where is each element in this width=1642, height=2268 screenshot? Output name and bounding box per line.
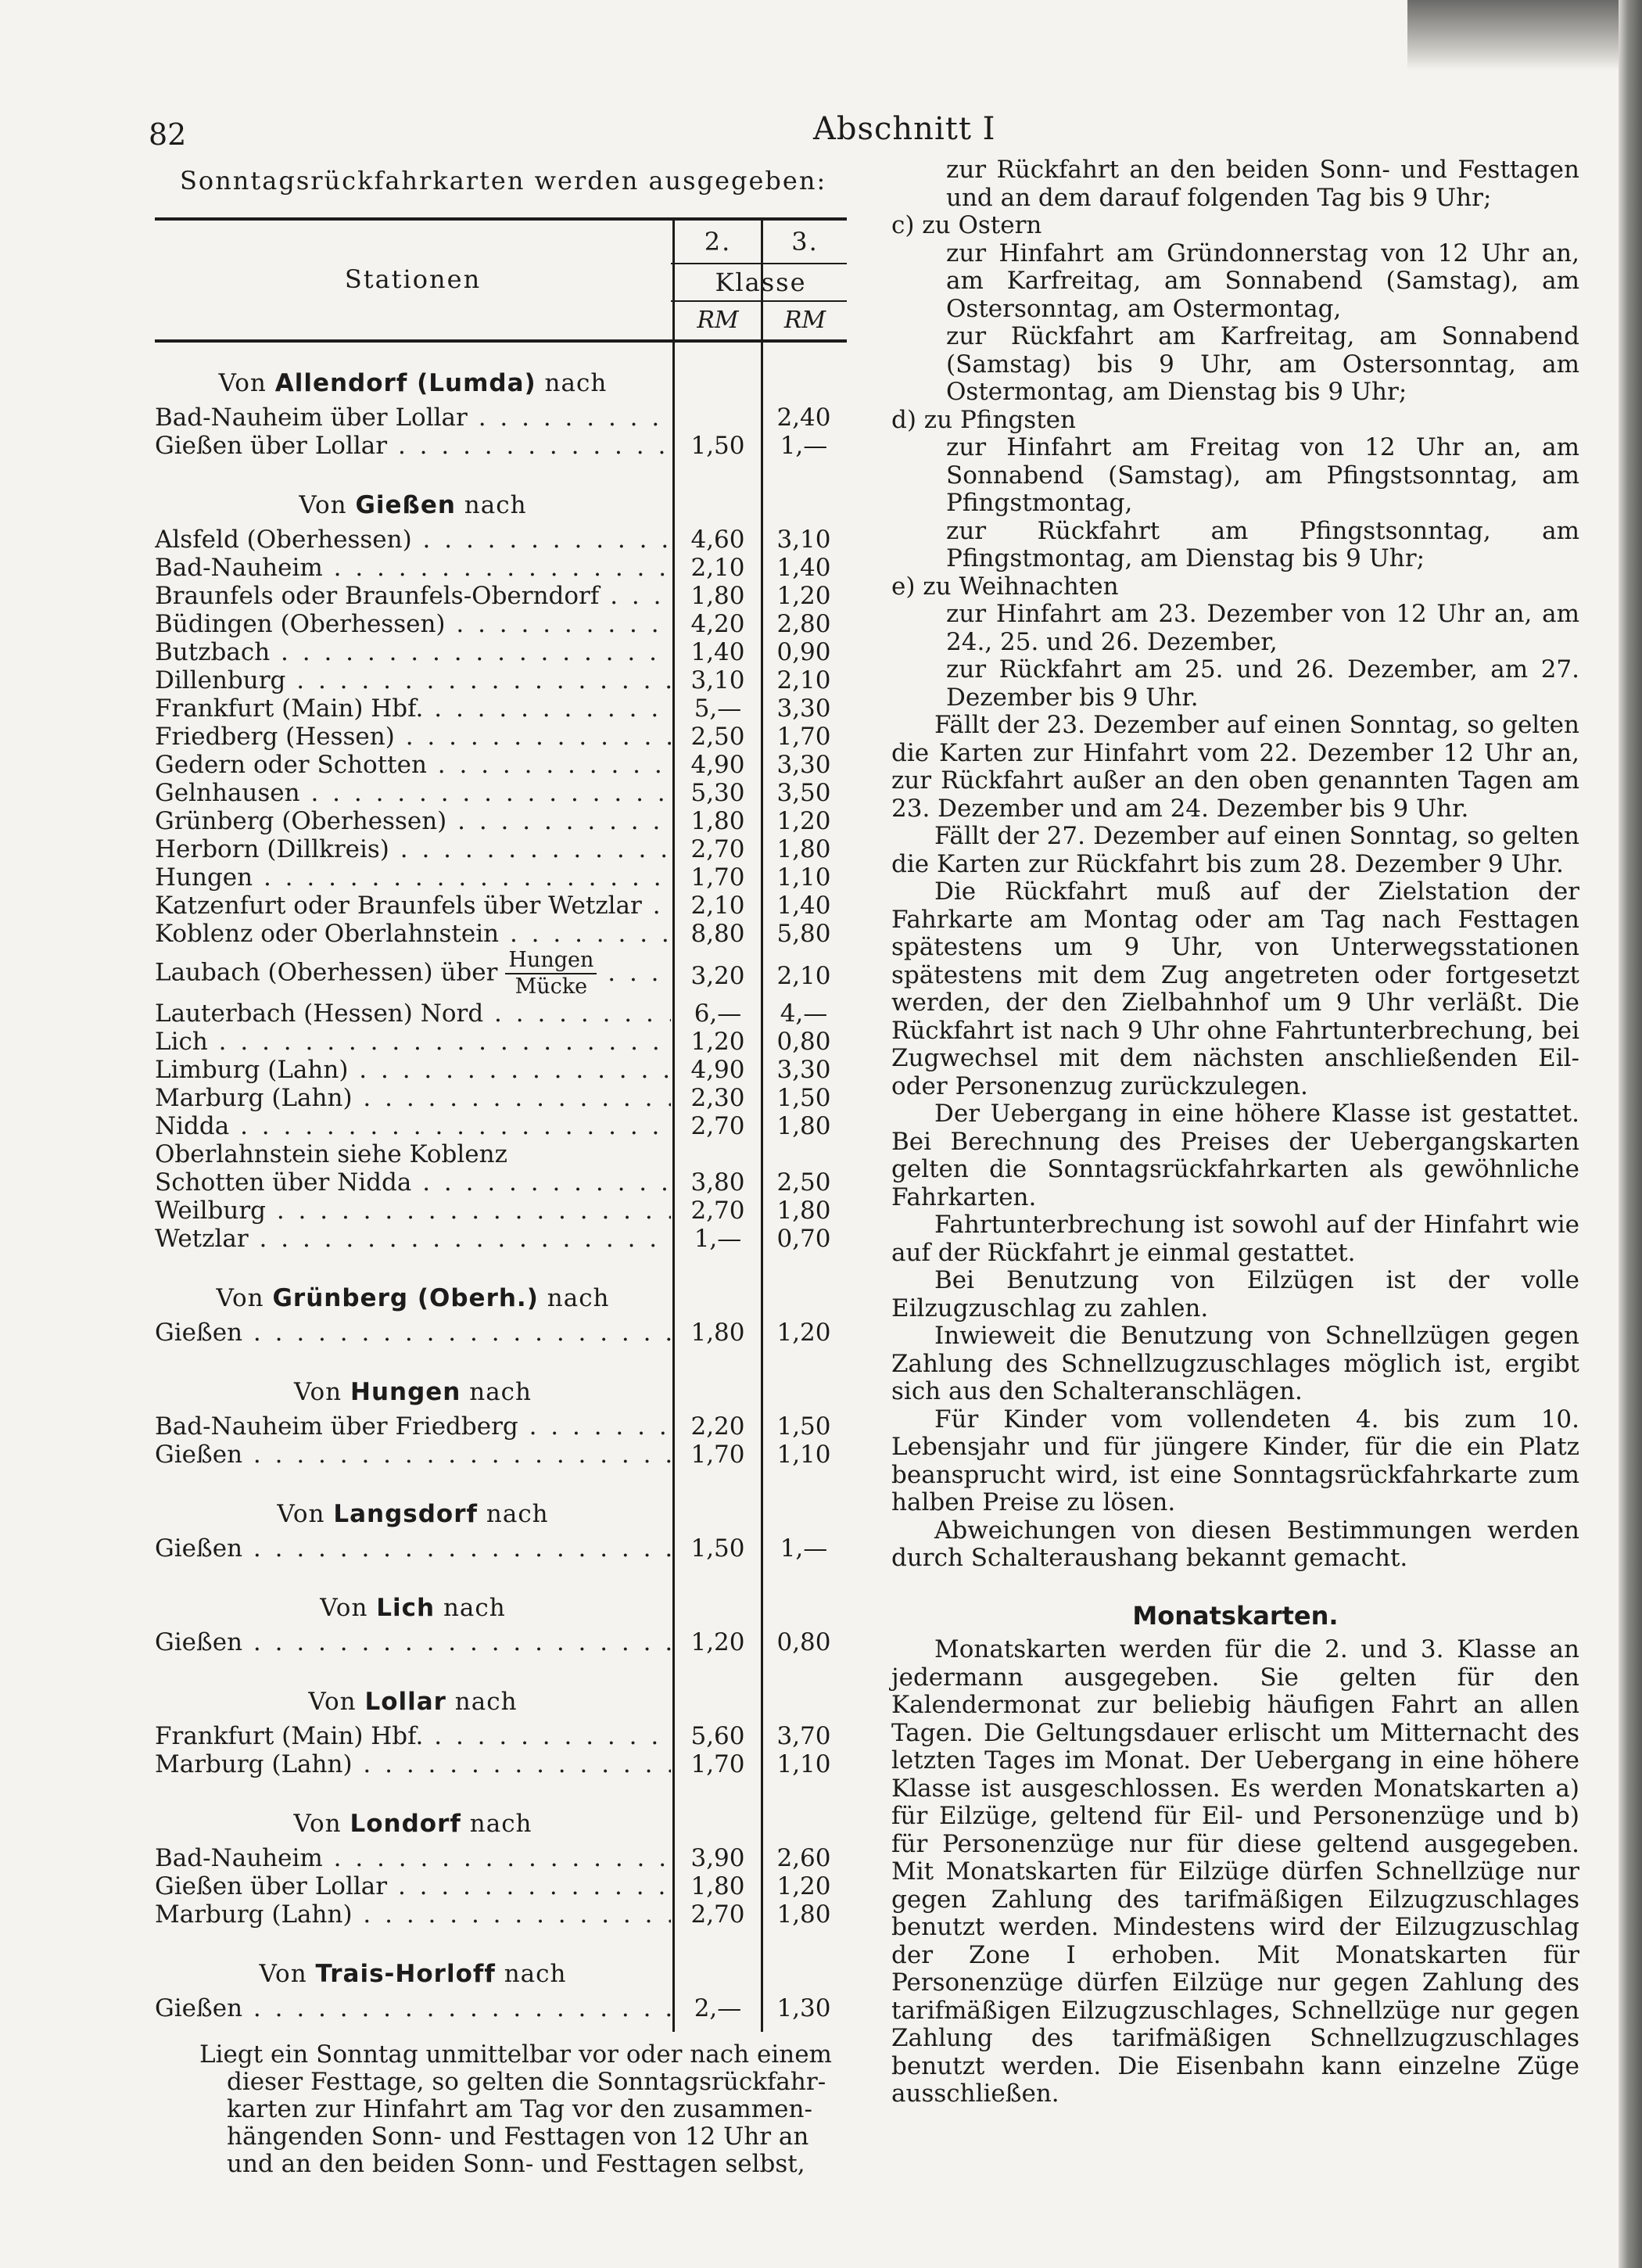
section-pre: Von [320,1594,377,1622]
station-name [155,892,671,920]
station-name [155,1140,671,1168]
station-name [155,1412,671,1441]
section-pre: Von [308,1688,365,1716]
section-heading [155,491,671,519]
fare-class-3: 4,— [780,999,828,1028]
station-name [155,1197,671,1225]
table-row [155,1168,847,1197]
section-post: nach [435,1594,506,1622]
station-name [155,1844,671,1872]
fare-class-2: 1,70 [690,863,745,892]
section-post: nach [461,1810,532,1838]
section-heading [155,1284,671,1312]
station-label: Weilburg [155,1197,266,1225]
footnote-line: und an den beiden Sonn- und Festtagen selbst, [227,2150,805,2178]
table-row [155,1225,847,1253]
class-number-rule [671,263,847,264]
text-paragraph: zur Rückfahrt am 25. und 26. Dezember, am 27. Dezember bis 9 Uhr. [946,655,1579,712]
table-row [155,1112,847,1140]
station-name [155,751,671,779]
station-label: Gelnhausen [155,779,300,807]
fare-class-3: 2,80 [776,610,831,638]
station-label: Marburg (Lahn) [155,1750,353,1778]
book-edge [1619,0,1642,2268]
table-row [155,694,847,723]
station-label: Bad-Nauheim über Lollar [155,404,468,432]
fare-class-3: 5,80 [776,920,831,948]
table-row [155,920,847,948]
fare-class-2: 1,40 [690,638,745,666]
text-paragraph: e) zu Weihnachten [891,572,1119,601]
column-header-class-2: 2. [704,227,732,257]
table-top-rule [155,217,847,221]
table-row [155,1319,847,1347]
scan-shadow-top [1407,0,1642,70]
station-label: Frankfurt (Main) Hbf. [155,694,424,723]
section-pre: Von [293,1378,350,1406]
table-row [155,582,847,610]
table-row [155,751,847,779]
table-row [155,526,847,554]
station-name [155,779,671,807]
text-paragraph: zur Hinfahrt am Gründonnerstag von 12 Uhr an, am Karfreitag, am Sonnabend (Samstag), am Ostersonntag, am Ostermontag, [946,239,1579,323]
station-name [155,863,671,892]
station-label: Wetzlar [155,1225,249,1253]
table-row [155,779,847,807]
station-name [155,638,671,666]
station-name [155,404,671,432]
header-bottom-rule [155,339,847,343]
text-paragraph: Für Kinder vom vollendeten 4. bis zum 10. Lebensjahr und für jüngere Kinder, für die ein Platz beansprucht wird, ist eine Sonntagsrückfahrkarte zum halben Preise zu lösen. [891,1405,1579,1516]
fare-class-3: 2,10 [776,962,831,990]
footnote-line: karten zur Hinfahrt am Tag vor den zusammen- [227,2095,812,2123]
section-heading [155,1688,671,1716]
route-via-top: Hungen [505,948,597,974]
fare-class-2: 2,70 [690,1900,745,1929]
section-post: nach [461,1378,532,1406]
column-header-stations: Stationen [344,264,482,294]
fare-class-3: 1,80 [776,1112,831,1140]
station-label: Schotten über Nidda [155,1168,412,1197]
station-name [155,1750,671,1778]
station-label: Katzenfurt oder Braunfels über Wetzlar [155,892,642,920]
section-origin: Trais-Horloff [315,1960,496,1988]
station-name [155,1319,671,1347]
text-paragraph: zur Rückfahrt am Pfingstsonntag, am Pfingstmontag, am Dienstag bis 9 Uhr; [946,516,1579,572]
table-row [155,1441,847,1469]
section-pre: Von [216,1284,273,1312]
fare-class-3: 1,20 [776,1872,831,1900]
fare-class-3: 1,10 [776,863,831,892]
section-heading [155,1500,671,1528]
fare-class-2: 1,20 [690,1028,745,1056]
table-row [155,1197,847,1225]
section-origin: Lich [376,1594,436,1622]
station-name [155,1168,671,1197]
fare-class-2: 2,— [694,1994,742,2022]
fare-class-2: 1,20 [690,1628,745,1656]
station-label: Gedern oder Schotten [155,751,427,779]
fare-class-3: 3,30 [776,751,831,779]
fare-class-3: 1,80 [776,835,831,863]
fare-class-2: 2,10 [690,554,745,582]
station-name [155,694,671,723]
table-row [155,835,847,863]
station-name [155,723,671,751]
fare-class-3: 3,10 [776,526,831,554]
fare-class-2: 1,— [694,1225,742,1253]
fare-class-3: 3,30 [776,694,831,723]
station-label: Braunfels oder Braunfels-Oberndorf [155,582,600,610]
station-label: Koblenz oder Oberlahnstein [155,920,500,948]
fare-class-2: 4,20 [690,610,745,638]
section-origin: Hungen [350,1378,461,1406]
table-row [155,999,847,1028]
footnote-line: dieser Festtage, so gelten die Sonntagsrückfahr- [227,2068,826,2096]
station-name [155,999,671,1028]
station-name [155,948,671,999]
fare-class-2: 1,70 [690,1750,745,1778]
station-label: Limburg (Lahn) [155,1056,349,1084]
fare-class-3: 1,10 [776,1750,831,1778]
station-name [155,1112,671,1140]
station-name [155,582,671,610]
station-label: Herborn (Dillkreis) [155,835,389,863]
fare-class-3: 1,50 [776,1084,831,1112]
station-name [155,1441,671,1469]
table-row [155,1900,847,1929]
station-label: Gießen [155,1441,243,1469]
section-post: nach [538,1284,610,1312]
station-label: Hungen [155,863,253,892]
text-paragraph: zur Hinfahrt am Freitag von 12 Uhr an, am Sonnabend (Samstag), am Pfingstsonntag, am Pfingstmontag, [946,433,1579,517]
station-label: Gießen über Lollar [155,432,388,460]
fare-class-2: 5,30 [690,779,745,807]
station-name [155,1225,671,1253]
station-label: Friedberg (Hessen) [155,723,395,751]
station-name [155,554,671,582]
section-post: nach [495,1960,567,1988]
fare-class-2: 2,50 [690,723,745,751]
table-row [155,554,847,582]
station-name [155,807,671,835]
table-row [155,1028,847,1056]
unit-label-class-2: RM [697,307,739,334]
station-label: Marburg (Lahn) [155,1084,353,1112]
fare-class-3: 2,10 [776,666,831,694]
fare-class-3: 2,50 [776,1168,831,1197]
section-pre: Von [299,491,356,519]
station-label: Nidda [155,1112,230,1140]
fare-class-2: 1,80 [690,1319,745,1347]
station-name [155,1722,671,1750]
fare-class-3: 1,40 [776,892,831,920]
section-origin: Lollar [364,1688,446,1716]
table-row [155,404,847,432]
fare-class-2: 1,80 [690,807,745,835]
station-label: Frankfurt (Main) Hbf. [155,1722,424,1750]
text-paragraph: Fällt der 27. Dezember auf einen Sonntag, so gelten die Karten zur Rückfahrt bis zum 28. Dezember 9 Uhr. [891,822,1579,878]
fare-class-2: 3,90 [690,1844,745,1872]
text-paragraph: Die Rückfahrt muß auf der Zielstation der Fahrkarte am Montag oder am Tag nach Festtagen spätestens um 9 Uhr, von Unterwegsstationen spätestens mit dem Zug angetreten oder fortgesetzt werden, der den Zielbahnhof um 9 Uhr verläßt. Die Rückfahrt ist nach 9 Uhr ohne Fahrtunterbrechung, bei Zugwechsel mit dem nächsten anschließenden Eil- oder Personenzug zurückzulegen. [891,877,1579,1100]
table-row [155,432,847,460]
station-label: Bad-Nauheim über Friedberg [155,1412,518,1441]
table-row [155,638,847,666]
table-row [155,1722,847,1750]
station-name [155,666,671,694]
text-paragraph: d) zu Pfingsten [891,405,1076,434]
fare-class-3: 1,50 [776,1412,831,1441]
fare-class-3: 1,20 [776,807,831,835]
fare-class-3: 3,30 [776,1056,831,1084]
fare-class-3: 2,40 [776,404,831,432]
fare-class-3: 1,— [780,1534,828,1563]
station-label: Lauterbach (Hessen) Nord [155,999,484,1028]
fare-class-3: 0,70 [776,1225,831,1253]
station-name [155,1084,671,1112]
text-paragraph: Inwieweit die Benutzung von Schnellzügen gegen Zahlung des Schnellzugzuschlages möglich ist, ergibt sich aus den Schalteranschlägen. [891,1322,1579,1405]
table-row [155,1412,847,1441]
text-paragraph: zur Rückfahrt an den beiden Sonn- und Festtagen und an dem darauf folgenden Tag bis 9 Uhr; [946,156,1579,212]
table-row [155,666,847,694]
fare-class-2: 1,80 [690,582,745,610]
fare-class-2: 4,60 [690,526,745,554]
table-row [155,1628,847,1656]
text-paragraph: Der Uebergang in eine höhere Klasse ist gestattet. Bei Berechnung des Preises der Uebergangskarten gelten die Sonntagsrückfahrkarten als gewöhnliche Fahrkarten. [891,1100,1579,1211]
fare-class-2: 4,90 [690,1056,745,1084]
section-origin: Langsdorf [333,1500,479,1528]
station-label: Bad-Nauheim [155,554,323,582]
fare-class-2: 5,— [694,694,742,723]
section-origin: Grünberg (Oberh.) [272,1284,539,1312]
fare-class-3: 1,— [780,432,828,460]
table-row [155,1084,847,1112]
table-footnote [199,2041,860,2178]
text-paragraph: Bei Benutzung von Eilzügen ist der volle Eilzugzuschlag zu zahlen. [891,1266,1579,1322]
fare-class-3: 2,60 [776,1844,831,1872]
section-heading [155,369,671,397]
fare-class-3: 3,50 [776,779,831,807]
section-heading [155,1378,671,1406]
fare-class-2: 1,50 [690,1534,745,1563]
section-origin: Londorf [350,1810,461,1838]
footnote-line: hängenden Sonn- und Festtagen von 12 Uhr an [227,2123,809,2151]
section-pre: Von [218,369,275,397]
text-paragraph: c) zu Ostern [891,211,1042,239]
table-row [155,1056,847,1084]
section-origin: Gießen [355,491,456,519]
station-label: Oberlahnstein siehe Koblenz [155,1140,507,1168]
fare-class-3: 1,20 [776,582,831,610]
column-header-klasse: Klasse [715,267,807,297]
fare-class-3: 0,90 [776,638,831,666]
station-label: Alsfeld (Oberhessen) [155,526,412,554]
class-label-rule [671,300,847,302]
station-label: Bad-Nauheim [155,1844,323,1872]
station-name [155,1534,671,1563]
table-row [155,1844,847,1872]
table-row [155,1140,847,1168]
fare-class-2: 6,— [694,999,742,1028]
station-name [155,1872,671,1900]
station-name [155,1028,671,1056]
station-label: Grünberg (Oberhessen) [155,807,447,835]
table-row [155,723,847,751]
table-row [155,1994,847,2022]
route-fraction [505,948,597,999]
footnote-line: Liegt ein Sonntag unmittelbar vor oder nach einem [199,2040,832,2069]
fare-class-2: 2,70 [690,1112,745,1140]
table-row [155,1534,847,1563]
table-row [155,863,847,892]
section-heading [155,1960,671,1988]
station-label: Gießen über Lollar [155,1872,388,1900]
station-name [155,1056,671,1084]
fare-class-2: 2,20 [690,1412,745,1441]
table-row [155,807,847,835]
section-pre: Von [259,1960,316,1988]
section-post: nach [446,1688,518,1716]
section-post: nach [478,1500,549,1528]
table-row [155,1872,847,1900]
station-label: Gießen [155,1628,243,1656]
table-row [155,610,847,638]
fare-class-2: 2,70 [690,835,745,863]
fare-class-3: 1,70 [776,723,831,751]
text-paragraph: zur Hinfahrt am 23. Dezember von 12 Uhr an, am 24., 25. und 26. Dezember, [946,600,1579,656]
station-label: Butzbach [155,638,271,666]
fare-class-3: 1,80 [776,1197,831,1225]
station-name [155,1628,671,1656]
station-label: Gießen [155,1994,243,2022]
section-heading [155,1594,671,1622]
fare-class-3: 1,20 [776,1319,831,1347]
station-name [155,1994,671,2022]
section-heading [155,1810,671,1838]
table-intro: Sonntagsrückfahrkarten werden ausgegeben: [180,166,827,196]
text-paragraph: zur Rückfahrt am Karfreitag, am Sonnabend (Samstag) bis 9 Uhr, am Ostersonntag, am Ostermontag, am Dienstag bis 9 Uhr; [946,322,1579,406]
fare-class-3: 3,70 [776,1722,831,1750]
station-name [155,835,671,863]
fare-class-3: 0,80 [776,1028,831,1056]
station-name [155,1900,671,1929]
running-head: Abschnitt I [813,111,996,147]
fare-class-2: 3,10 [690,666,745,694]
section-pre: Von [277,1500,334,1528]
text-paragraph: Fahrtunterbrechung ist sowohl auf der Hinfahrt wie auf der Rückfahrt je einmal gestattet. [891,1211,1579,1267]
fare-class-2: 2,30 [690,1084,745,1112]
route-via-bottom: Mücke [514,974,588,999]
fare-class-3: 1,30 [776,1994,831,2022]
right-column-text [891,156,1579,2108]
fare-class-2: 1,50 [690,432,745,460]
station-name [155,526,671,554]
fare-class-2: 4,90 [690,751,745,779]
fare-class-2: 1,70 [690,1441,745,1469]
station-label: Dillenburg [155,666,286,694]
fare-class-3: 0,80 [776,1628,831,1656]
section-origin: Allendorf (Lumda) [274,369,536,397]
table-row [155,948,847,1003]
station-label: Büdingen (Oberhessen) [155,610,446,638]
fare-class-3: 1,10 [776,1441,831,1469]
station-label: Marburg (Lahn) [155,1900,353,1929]
page-number: 82 [149,117,187,152]
section-post: nach [455,491,527,519]
station-name [155,920,671,948]
fare-table [155,213,847,2039]
fare-class-2: 8,80 [690,920,745,948]
fare-class-2: 3,20 [690,962,745,990]
station-label: Gießen [155,1319,243,1347]
station-label: Gießen [155,1534,243,1563]
section-post: nach [536,369,608,397]
fare-class-3: 1,80 [776,1900,831,1929]
fare-class-2: 3,80 [690,1168,745,1197]
text-paragraph: Fällt der 23. Dezember auf einen Sonntag, so gelten die Karten zur Hinfahrt vom 22. Dezember 12 Uhr an, zur Rückfahrt außer an den oben genannten Tagen am 23. Dezember und am 24. Dezember bis 9 Uhr. [891,711,1579,823]
column-header-class-3: 3. [791,227,819,257]
section-title-monatskarten: Monatskarten. [1132,1600,1339,1631]
fare-class-2: 5,60 [690,1722,745,1750]
station-name [155,610,671,638]
unit-label-class-3: RM [783,307,826,334]
table-row [155,1750,847,1778]
table-row [155,892,847,920]
fare-class-2: 1,80 [690,1872,745,1900]
text-paragraph: Monatskarten werden für die 2. und 3. Klasse an jedermann ausgegeben. Sie gelten für den Kalendermonat zur beliebig häufigen Fahrt an allen Tagen. Die Geltungsdauer erlischt um Mitternacht des letzten Tages im Monat. Der Uebergang in eine höhere Klasse ist ausgeschlossen. Es werden Monatskarten a) für Eilzüge, geltend für Eil- und Personenzüge und b) für Personenzüge nur für diese geltend ausgegeben. Mit Monatskarten für Eilzüge dürfen Schnellzüge nur gegen Zahlung des tarifmäßigen Eilzugzuschlages benutzt werden. Mindestens wird der Eilzugzuschlag der Zone I erhoben. Mit Monatskarten für Personenzüge dürfen Eilzüge nur gegen Zahlung des tarifmäßigen Eilzugzuschlages, Schnellzüge nur gegen Zahlung des tarifmäßigen Schnellzugzuschlages benutzt werden. Die Eisenbahn kann einzelne Züge ausschließen. [891,1635,1579,2108]
fare-class-2: 2,70 [690,1197,745,1225]
fare-class-2: 2,10 [690,892,745,920]
station-label: Lich [155,1028,208,1056]
section-pre: Von [293,1810,350,1838]
station-label: Laubach (Oberhessen) über [155,958,498,987]
station-name [155,432,671,460]
fare-class-3: 1,40 [776,554,831,582]
text-paragraph: Abweichungen von diesen Bestimmungen werden durch Schalteraushang bekannt gemacht. [891,1516,1579,1572]
